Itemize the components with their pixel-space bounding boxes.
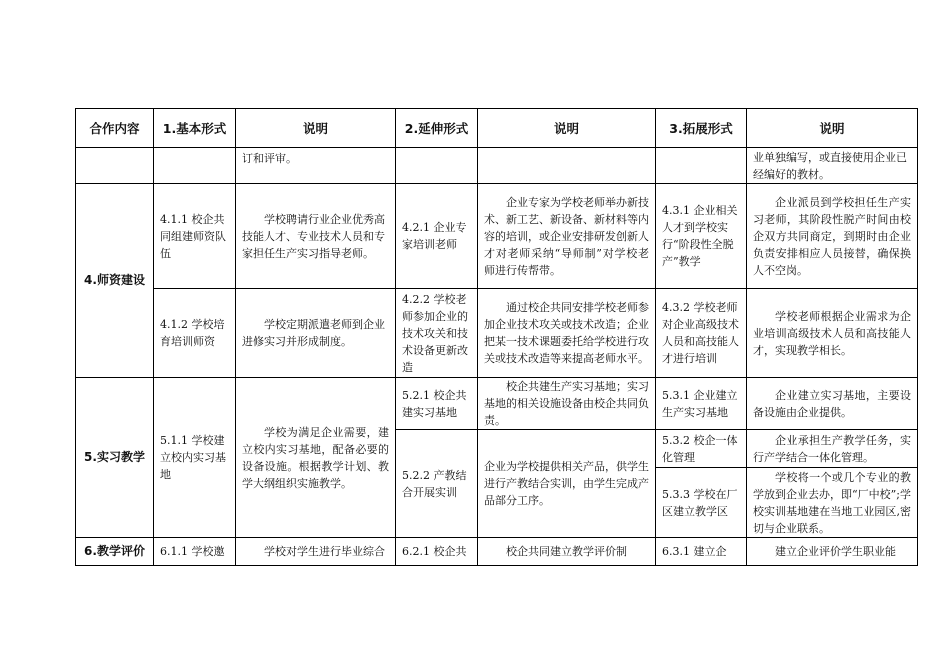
table-cell: 学校老师根据企业需求为企业培训高级技术人员和高技能人才，实现教学相长。 [747, 289, 918, 378]
table-cell [154, 148, 236, 184]
continuation-row [76, 148, 918, 184]
table-row [76, 378, 918, 430]
header-description: 说明 [236, 109, 396, 148]
table-cell: 4.1.1 校企共同组建师资队伍 [154, 184, 236, 289]
table-cell: 业单独编写，或直接使用企业已经编好的教材。 [747, 148, 918, 184]
table-row [76, 184, 918, 289]
table-cell [656, 148, 747, 184]
table-cell: 4.2.2 学校老师参加企业的技术攻关和技术设备更新改造 [396, 289, 478, 378]
table-cell: 4.1.2 学校培育培训师资 [154, 289, 236, 378]
header-row [76, 109, 918, 148]
table-cell: 建立企业评价学生职业能 [747, 538, 918, 566]
table-cell: 学校为满足企业需要，建立校内实习基地，配备必要的设备设施。根据教学计划、教学大纲组织实施教学。 [236, 378, 396, 538]
table-cell [76, 148, 154, 184]
table-cell: 5.2.2 产教结合开展实训 [396, 430, 478, 538]
header-cooperation-content: 合作内容 [76, 109, 154, 148]
table-cell: 5.3.1 企业建立生产实习基地 [656, 378, 747, 430]
table-cell: 校企共同建立教学评价制 [478, 538, 656, 566]
table-row [76, 538, 918, 566]
table-cell: 4.3.1 企业相关人才到学校实行“阶段性全脱产”教学 [656, 184, 747, 289]
table-cell: 学校定期派遣老师到企业进修实习并形成制度。 [236, 289, 396, 378]
table-cell: 通过校企共同安排学校老师参加企业技术攻关或技术改造；企业把某一技术课题委托给学校进行攻关或技术改造等来提高老师水平。 [478, 289, 656, 378]
table-cell [478, 148, 656, 184]
header-description: 说明 [478, 109, 656, 148]
table-cell: 学校对学生进行毕业综合 [236, 538, 396, 566]
header-basic-form: 1.基本形式 [154, 109, 236, 148]
table-cell: 企业建立实习基地，主要设备设施由企业提供。 [747, 378, 918, 430]
cooperation-table [75, 108, 918, 566]
table-cell: 学校聘请行业企业优秀高技能人才、专业技术人员和专家担任生产实习指导老师。 [236, 184, 396, 289]
table-cell: 5.3.3 学校在厂区建立教学区 [656, 468, 747, 538]
table-row [76, 289, 918, 378]
table-cell: 6.1.1 学校邀 [154, 538, 236, 566]
table-cell: 5.2.1 校企共建实习基地 [396, 378, 478, 430]
table-cell [396, 148, 478, 184]
table-cell: 5.3.2 校企一体化管理 [656, 430, 747, 468]
table-cell: 校企共建生产实习基地；实习基地的相关设施设备由校企共同负责。 [478, 378, 656, 430]
table-cell: 4.3.2 学校老师对企业高级技术人员和高技能人才进行培训 [656, 289, 747, 378]
table-cell: 企业为学校提供相关产品，供学生进行产教结合实训，由学生完成产品部分工序。 [478, 430, 656, 538]
section-title: 6.教学评价 [76, 538, 154, 566]
header-expanded-form: 3.拓展形式 [656, 109, 747, 148]
table-cell: 6.2.1 校企共 [396, 538, 478, 566]
table-cell: 4.2.1 企业专家培训老师 [396, 184, 478, 289]
header-description: 说明 [747, 109, 918, 148]
section-title: 4.师资建设 [76, 184, 154, 378]
section-title: 5.实习教学 [76, 378, 154, 538]
table-cell: 企业承担生产教学任务，实行产学结合一体化管理。 [747, 430, 918, 468]
table-cell: 5.1.1 学校建立校内实习基地 [154, 378, 236, 538]
header-extended-form: 2.延伸形式 [396, 109, 478, 148]
table-cell: 企业派员到学校担任生产实习老师，其阶段性脱产时间由校企双方共同商定，到期时由企业负责安排相应人员接替，确保换人不空岗。 [747, 184, 918, 289]
table-cell: 企业专家为学校老师举办新技术、新工艺、新设备、新材料等内容的培训，或企业安排研发创新人才对老师采纳“导师制”对学校老师进行传帮带。 [478, 184, 656, 289]
table-cell: 订和评审。 [236, 148, 396, 184]
table-cell: 学校将一个或几个专业的教学放到企业去办，即“厂中校”;学校实训基地建在当地工业园区,密切与企业联系。 [747, 468, 918, 538]
table-cell: 6.3.1 建立企 [656, 538, 747, 566]
